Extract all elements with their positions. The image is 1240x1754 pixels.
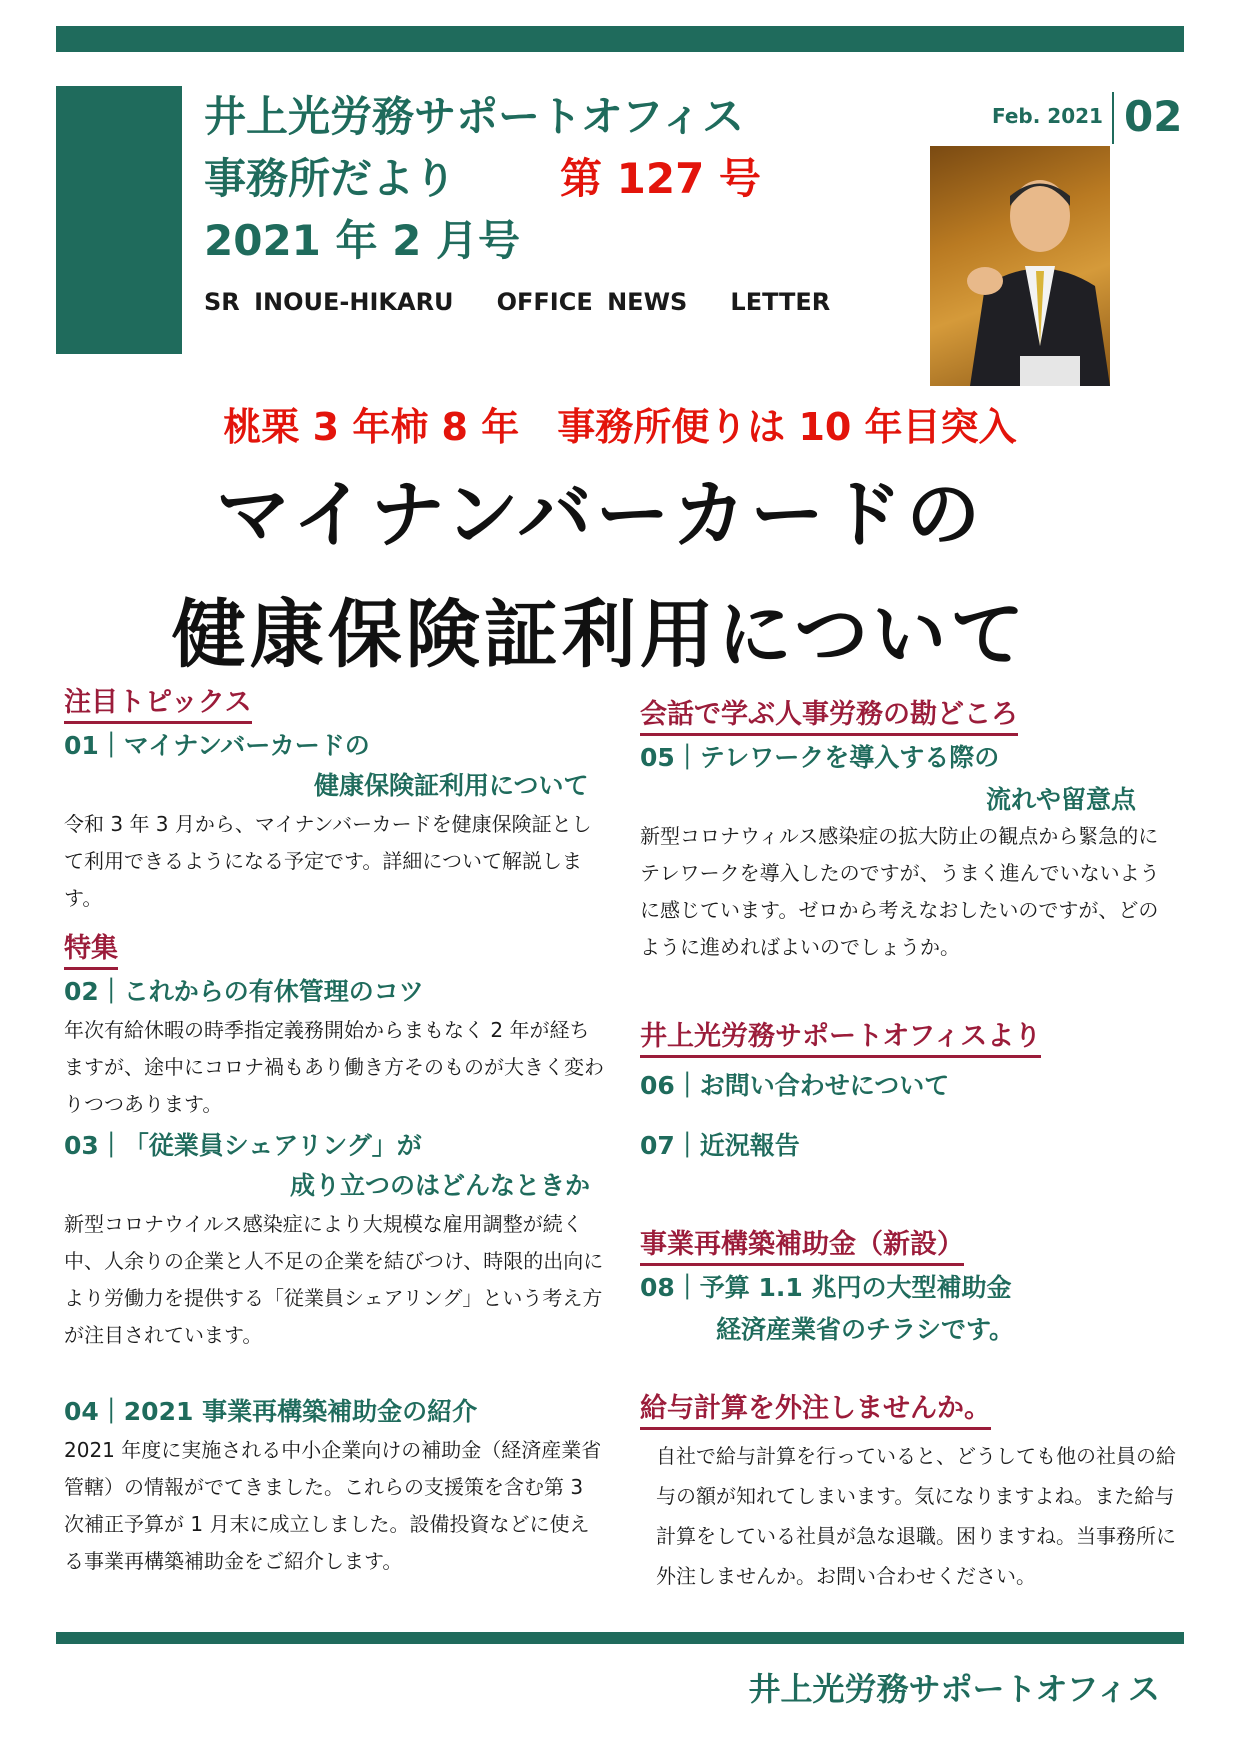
newsletter-title: 事務所だより	[204, 154, 457, 203]
item-03-title-line1: 03｜「従業員シェアリング」が	[64, 1131, 422, 1160]
section-heading-subsidy: 事業再構築補助金（新設）	[640, 1222, 964, 1266]
payroll-body: 自社で給与計算を行っていると、どうしても他の社員の給与の額が知れてしまいます。気になりますよね。また給与計算をしている社員が急な退職。困りますね。当事務所に外注しませんか。お問い合わせください。	[656, 1444, 1176, 1588]
item-02-body: 年次有給休暇の時季指定義務開始からまもなく 2 年が経ちますが、途中にコロナ禍もあり働き方そのものが大きく変わりつつあります。	[64, 1018, 604, 1116]
page-number: 02	[1124, 92, 1183, 141]
date-label: Feb. 2021	[992, 104, 1103, 128]
item-02-title: 02｜これからの有休管理のコツ	[64, 977, 424, 1006]
section-heading-feature: 特集	[64, 926, 118, 970]
item-04-title: 04｜2021 事業再構築補助金の紹介	[64, 1397, 478, 1426]
item-05-title-line1: 05｜テレワークを導入する際の	[640, 743, 1000, 772]
item-08-title-line2: 経済産業省のチラシです。	[716, 1315, 1015, 1344]
section-heading-talk: 会話で学ぶ人事労務の勘どころ	[640, 692, 1018, 736]
issue-date: 2021 年 2 月号	[204, 216, 520, 265]
section-heading-office: 井上光労務サポートオフィスより	[640, 1014, 1041, 1058]
main-headline-line1: マイナンバーカードの	[215, 472, 985, 558]
item-01-body: 令和 3 年 3 月から、マイナンバーカードを健康保険証として利用できるようになる予定です。詳細について解説します。	[64, 812, 592, 910]
footer-office-name: 井上光労務サポートオフィス	[748, 1670, 1160, 1708]
item-01-title-line1: 01｜マイナンバーカードの	[64, 731, 370, 760]
bottom-rule	[56, 1632, 1184, 1644]
item-03-title-line2: 成り立つのはどんなときか	[290, 1171, 591, 1200]
item-08-title-line1: 08｜予算 1.1 兆円の大型補助金	[640, 1273, 1012, 1302]
main-headline-line2: 健康保険証利用について	[171, 592, 1029, 678]
author-photo	[930, 146, 1110, 386]
item-05-title-line2: 流れや留意点	[986, 785, 1137, 814]
item-06-title: 06｜お問い合わせについて	[640, 1071, 950, 1100]
page-divider	[1112, 92, 1114, 144]
issue-number: 第 127 号	[560, 154, 761, 203]
item-01-title-line2: 健康保険証利用について	[314, 771, 589, 800]
item-07-title: 07｜近況報告	[640, 1131, 800, 1160]
portrait-illustration	[930, 146, 1110, 386]
item-05-body: 新型コロナウィルス感染症の拡大防止の観点から緊急的にテレワークを導入したのですが、うまく進んでいないように感じています。ゼロから考えなおしたいのですが、どのように進めればよいのでしょうか。	[640, 824, 1160, 959]
header-accent-block	[56, 86, 182, 354]
english-subtitle: SR INOUE-HIKARU OFFICE NEWS LETTER	[204, 288, 831, 316]
section-heading-topics: 注目トピックス	[64, 680, 252, 724]
item-04-body: 2021 年度に実施される中小企業向けの補助金（経済産業省管轄）の情報がでてきました。これらの支援策を含む第 3 次補正予算が 1 月末に成立しました。設備投資などに使える事業再構築補助金をご紹介します。	[64, 1438, 602, 1573]
office-name-title: 井上光労務サポートオフィス	[204, 92, 745, 141]
item-03-body: 新型コロナウイルス感染症により大規模な雇用調整が続く中、人余りの企業と人不足の企業を結びつけ、時限的出向により労働力を提供する「従業員シェアリング」という考え方が注目されています。	[64, 1212, 604, 1347]
section-heading-payroll: 給与計算を外注しませんか。	[640, 1386, 991, 1430]
top-rule	[56, 26, 1184, 52]
tagline: 桃栗 3 年柿 8 年 事務所便りは 10 年目突入	[223, 405, 1017, 449]
